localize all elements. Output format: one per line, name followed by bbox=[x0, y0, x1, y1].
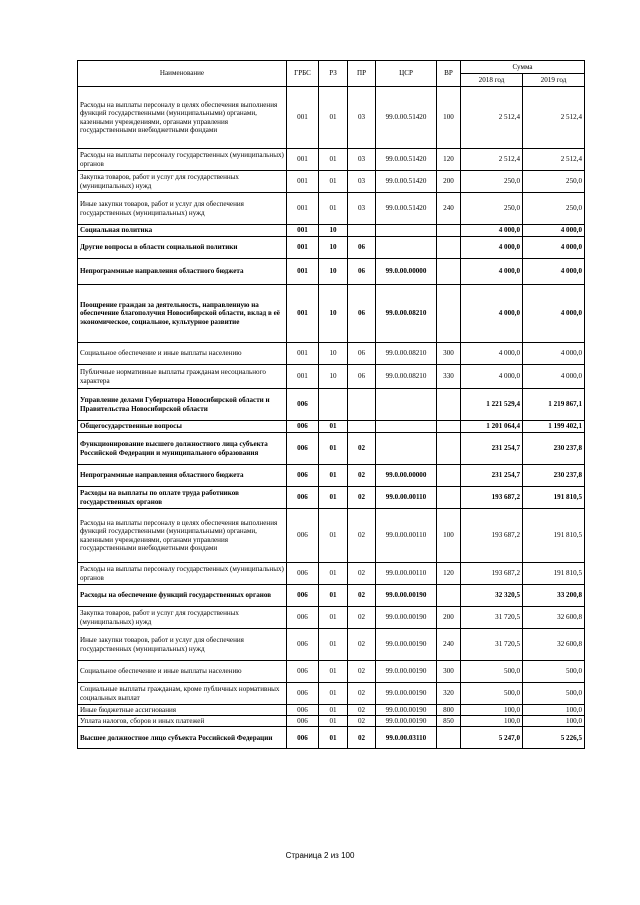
cell-csr: 99.0.00.00190 bbox=[376, 585, 437, 607]
cell-name: Социальная политика bbox=[78, 225, 287, 237]
header-rz: РЗ bbox=[319, 61, 348, 87]
cell-csr: 99.0.00.00190 bbox=[376, 607, 437, 629]
cell-pr: 06 bbox=[348, 237, 376, 259]
cell-pr: 03 bbox=[348, 87, 376, 149]
cell-vr: 320 bbox=[437, 683, 461, 705]
table-row bbox=[78, 193, 585, 225]
cell-pr: 02 bbox=[348, 683, 376, 705]
cell-grbs: 001 bbox=[287, 87, 319, 149]
cell-vr: 200 bbox=[437, 607, 461, 629]
table-body bbox=[78, 87, 585, 749]
cell-rz: 01 bbox=[319, 716, 348, 727]
cell-pr: 02 bbox=[348, 607, 376, 629]
cell-pr bbox=[348, 389, 376, 421]
cell-y2018: 100,0 bbox=[461, 705, 523, 716]
cell-grbs: 006 bbox=[287, 683, 319, 705]
table-row bbox=[78, 389, 585, 421]
table-row bbox=[78, 421, 585, 433]
header-pr: ПР bbox=[348, 61, 376, 87]
table-row bbox=[78, 716, 585, 727]
table-row bbox=[78, 465, 585, 487]
table-row bbox=[78, 683, 585, 705]
cell-grbs: 006 bbox=[287, 629, 319, 661]
cell-y2019: 5 226,5 bbox=[523, 727, 585, 749]
cell-name: Непрограммные направления областного бюджета bbox=[78, 259, 287, 285]
cell-csr bbox=[376, 225, 437, 237]
cell-name: Закупка товаров, работ и услуг для государственных (муниципальных) нужд bbox=[78, 607, 287, 629]
cell-name: Расходы на выплаты персоналу в целях обеспечения выполнения функций государственными (муниципальными) органами, казенными учреждениями, органами управления государственными внебюджетными фондами bbox=[78, 509, 287, 563]
cell-pr: 02 bbox=[348, 509, 376, 563]
cell-grbs: 001 bbox=[287, 149, 319, 171]
cell-csr: 99.0.00.51420 bbox=[376, 193, 437, 225]
cell-y2019: 1 199 402,1 bbox=[523, 421, 585, 433]
cell-rz: 01 bbox=[319, 421, 348, 433]
cell-pr: 02 bbox=[348, 563, 376, 585]
cell-rz: 01 bbox=[319, 727, 348, 749]
cell-pr bbox=[348, 421, 376, 433]
table-row bbox=[78, 727, 585, 749]
cell-pr: 02 bbox=[348, 465, 376, 487]
cell-y2019: 4 000,0 bbox=[523, 225, 585, 237]
cell-vr: 200 bbox=[437, 171, 461, 193]
cell-grbs: 001 bbox=[287, 365, 319, 389]
cell-y2019: 191 810,5 bbox=[523, 509, 585, 563]
cell-y2019: 2 512,4 bbox=[523, 87, 585, 149]
cell-grbs: 006 bbox=[287, 465, 319, 487]
cell-y2018: 31 720,5 bbox=[461, 629, 523, 661]
cell-rz: 01 bbox=[319, 705, 348, 716]
cell-y2019: 33 200,8 bbox=[523, 585, 585, 607]
cell-rz: 10 bbox=[319, 225, 348, 237]
cell-name: Социальные выплаты гражданам, кроме публичных нормативных социальных выплат bbox=[78, 683, 287, 705]
header-csr: ЦСР bbox=[376, 61, 437, 87]
cell-name: Расходы на обеспечение функций государственных органов bbox=[78, 585, 287, 607]
cell-y2019: 230 237,8 bbox=[523, 465, 585, 487]
cell-y2019: 100,0 bbox=[523, 716, 585, 727]
cell-grbs: 001 bbox=[287, 237, 319, 259]
cell-vr bbox=[437, 237, 461, 259]
cell-y2018: 4 000,0 bbox=[461, 225, 523, 237]
cell-csr: 99.0.00.03110 bbox=[376, 727, 437, 749]
cell-csr: 99.0.00.00190 bbox=[376, 661, 437, 683]
cell-y2018: 32 320,5 bbox=[461, 585, 523, 607]
cell-csr: 99.0.00.51420 bbox=[376, 171, 437, 193]
cell-pr: 02 bbox=[348, 705, 376, 716]
cell-csr: 99.0.00.00110 bbox=[376, 487, 437, 509]
cell-vr bbox=[437, 433, 461, 465]
cell-y2018: 193 687,2 bbox=[461, 487, 523, 509]
budget-table bbox=[77, 60, 585, 749]
cell-csr: 99.0.00.00110 bbox=[376, 563, 437, 585]
cell-grbs: 001 bbox=[287, 259, 319, 285]
cell-csr: 99.0.00.08210 bbox=[376, 285, 437, 343]
table-row bbox=[78, 285, 585, 343]
cell-vr: 300 bbox=[437, 661, 461, 683]
table-row bbox=[78, 225, 585, 237]
cell-vr bbox=[437, 225, 461, 237]
cell-rz: 01 bbox=[319, 607, 348, 629]
cell-y2019: 500,0 bbox=[523, 661, 585, 683]
cell-grbs: 006 bbox=[287, 421, 319, 433]
cell-csr: 99.0.00.08210 bbox=[376, 365, 437, 389]
cell-pr: 02 bbox=[348, 727, 376, 749]
cell-grbs: 006 bbox=[287, 661, 319, 683]
cell-y2019: 500,0 bbox=[523, 683, 585, 705]
cell-y2018: 193 687,2 bbox=[461, 509, 523, 563]
table-row bbox=[78, 661, 585, 683]
cell-vr bbox=[437, 487, 461, 509]
cell-y2018: 1 221 529,4 bbox=[461, 389, 523, 421]
table-row bbox=[78, 433, 585, 465]
header-sum: Сумма bbox=[461, 61, 585, 74]
cell-vr: 120 bbox=[437, 149, 461, 171]
cell-name: Публичные нормативные выплаты гражданам несоциального характера bbox=[78, 365, 287, 389]
cell-vr bbox=[437, 585, 461, 607]
cell-y2018: 500,0 bbox=[461, 661, 523, 683]
cell-y2018: 2 512,4 bbox=[461, 149, 523, 171]
cell-vr: 240 bbox=[437, 629, 461, 661]
cell-grbs: 001 bbox=[287, 225, 319, 237]
cell-name: Расходы на выплаты персоналу государственных (муниципальных) органов bbox=[78, 149, 287, 171]
cell-y2018: 4 000,0 bbox=[461, 365, 523, 389]
cell-rz: 01 bbox=[319, 171, 348, 193]
cell-pr: 03 bbox=[348, 171, 376, 193]
cell-rz: 01 bbox=[319, 149, 348, 171]
cell-name: Закупка товаров, работ и услуг для государственных (муниципальных) нужд bbox=[78, 171, 287, 193]
cell-vr bbox=[437, 389, 461, 421]
cell-vr bbox=[437, 285, 461, 343]
cell-name: Другие вопросы в области социальной политики bbox=[78, 237, 287, 259]
cell-grbs: 001 bbox=[287, 343, 319, 365]
cell-name: Социальное обеспечение и иные выплаты населению bbox=[78, 661, 287, 683]
cell-rz: 01 bbox=[319, 563, 348, 585]
cell-y2018: 193 687,2 bbox=[461, 563, 523, 585]
cell-pr: 02 bbox=[348, 661, 376, 683]
cell-y2018: 2 512,4 bbox=[461, 87, 523, 149]
cell-pr: 06 bbox=[348, 343, 376, 365]
cell-y2019: 32 600,8 bbox=[523, 629, 585, 661]
cell-pr: 06 bbox=[348, 365, 376, 389]
cell-grbs: 001 bbox=[287, 193, 319, 225]
cell-vr: 850 bbox=[437, 716, 461, 727]
table-row bbox=[78, 585, 585, 607]
cell-y2019: 32 600,8 bbox=[523, 607, 585, 629]
cell-csr: 99.0.00.00190 bbox=[376, 716, 437, 727]
cell-grbs: 006 bbox=[287, 607, 319, 629]
cell-csr bbox=[376, 237, 437, 259]
cell-name: Иные закупки товаров, работ и услуг для обеспечения государственных (муниципальных) нужд bbox=[78, 629, 287, 661]
cell-name: Общегосударственные вопросы bbox=[78, 421, 287, 433]
cell-vr bbox=[437, 727, 461, 749]
cell-y2019: 191 810,5 bbox=[523, 487, 585, 509]
cell-pr: 02 bbox=[348, 585, 376, 607]
cell-csr: 99.0.00.00190 bbox=[376, 629, 437, 661]
cell-pr: 02 bbox=[348, 487, 376, 509]
cell-csr bbox=[376, 421, 437, 433]
cell-grbs: 001 bbox=[287, 285, 319, 343]
header-grbs: ГРБС bbox=[287, 61, 319, 87]
cell-name: Социальное обеспечение и иные выплаты населению bbox=[78, 343, 287, 365]
cell-y2019: 100,0 bbox=[523, 705, 585, 716]
cell-y2018: 4 000,0 bbox=[461, 237, 523, 259]
cell-y2018: 500,0 bbox=[461, 683, 523, 705]
cell-name: Расходы на выплаты персоналу в целях обеспечения выполнения функций государственными (муниципальными) органами, казенными учреждениями, органами управления государственными внебюджетными фондами bbox=[78, 87, 287, 149]
cell-rz: 01 bbox=[319, 509, 348, 563]
cell-y2018: 31 720,5 bbox=[461, 607, 523, 629]
cell-y2019: 4 000,0 bbox=[523, 365, 585, 389]
cell-y2019: 4 000,0 bbox=[523, 237, 585, 259]
cell-name: Расходы на выплаты персоналу государственных (муниципальных) органов bbox=[78, 563, 287, 585]
table-row bbox=[78, 87, 585, 149]
table-row bbox=[78, 171, 585, 193]
cell-name: Иные бюджетные ассигнования bbox=[78, 705, 287, 716]
cell-vr: 300 bbox=[437, 343, 461, 365]
cell-pr: 02 bbox=[348, 716, 376, 727]
cell-grbs: 006 bbox=[287, 389, 319, 421]
cell-pr: 06 bbox=[348, 285, 376, 343]
cell-y2018: 231 254,7 bbox=[461, 433, 523, 465]
cell-grbs: 006 bbox=[287, 727, 319, 749]
cell-pr: 06 bbox=[348, 259, 376, 285]
header-year-2019: 2019 год bbox=[523, 74, 585, 87]
cell-name: Расходы на выплаты по оплате труда работников государственных органов bbox=[78, 487, 287, 509]
table-row bbox=[78, 607, 585, 629]
cell-pr bbox=[348, 225, 376, 237]
cell-vr: 120 bbox=[437, 563, 461, 585]
cell-name: Иные закупки товаров, работ и услуг для обеспечения государственных (муниципальных) нужд bbox=[78, 193, 287, 225]
cell-vr bbox=[437, 259, 461, 285]
cell-pr: 03 bbox=[348, 193, 376, 225]
cell-y2018: 4 000,0 bbox=[461, 343, 523, 365]
cell-rz: 01 bbox=[319, 87, 348, 149]
cell-csr: 99.0.00.00000 bbox=[376, 259, 437, 285]
cell-grbs: 006 bbox=[287, 585, 319, 607]
cell-vr bbox=[437, 465, 461, 487]
cell-csr: 99.0.00.00190 bbox=[376, 705, 437, 716]
cell-vr: 330 bbox=[437, 365, 461, 389]
cell-csr: 99.0.00.51420 bbox=[376, 149, 437, 171]
cell-csr: 99.0.00.08210 bbox=[376, 343, 437, 365]
cell-rz: 01 bbox=[319, 629, 348, 661]
cell-vr: 800 bbox=[437, 705, 461, 716]
table-row bbox=[78, 509, 585, 563]
cell-y2018: 100,0 bbox=[461, 716, 523, 727]
cell-name: Управление делами Губернатора Новосибирской области и Правительства Новосибирской области bbox=[78, 389, 287, 421]
cell-name: Высшее должностное лицо субъекта Российской Федерации bbox=[78, 727, 287, 749]
cell-y2019: 191 810,5 bbox=[523, 563, 585, 585]
cell-y2018: 231 254,7 bbox=[461, 465, 523, 487]
cell-vr bbox=[437, 421, 461, 433]
table-row bbox=[78, 237, 585, 259]
cell-vr: 100 bbox=[437, 87, 461, 149]
cell-name: Уплата налогов, сборов и иных платежей bbox=[78, 716, 287, 727]
table-row bbox=[78, 705, 585, 716]
cell-grbs: 006 bbox=[287, 563, 319, 585]
cell-csr bbox=[376, 433, 437, 465]
cell-rz: 10 bbox=[319, 237, 348, 259]
cell-csr: 99.0.00.00110 bbox=[376, 509, 437, 563]
cell-grbs: 006 bbox=[287, 509, 319, 563]
cell-y2018: 250,0 bbox=[461, 171, 523, 193]
cell-pr: 02 bbox=[348, 629, 376, 661]
header-vr: ВР bbox=[437, 61, 461, 87]
cell-rz: 01 bbox=[319, 487, 348, 509]
cell-y2019: 2 512,4 bbox=[523, 149, 585, 171]
cell-y2018: 4 000,0 bbox=[461, 285, 523, 343]
cell-y2019: 250,0 bbox=[523, 193, 585, 225]
cell-rz bbox=[319, 389, 348, 421]
cell-y2018: 1 201 064,4 bbox=[461, 421, 523, 433]
cell-y2019: 4 000,0 bbox=[523, 343, 585, 365]
cell-grbs: 006 bbox=[287, 433, 319, 465]
cell-pr: 03 bbox=[348, 149, 376, 171]
cell-rz: 10 bbox=[319, 259, 348, 285]
cell-name: Непрограммные направления областного бюджета bbox=[78, 465, 287, 487]
cell-csr: 99.0.00.00190 bbox=[376, 683, 437, 705]
cell-y2019: 4 000,0 bbox=[523, 259, 585, 285]
cell-csr bbox=[376, 389, 437, 421]
cell-csr: 99.0.00.00000 bbox=[376, 465, 437, 487]
table-row bbox=[78, 343, 585, 365]
cell-rz: 01 bbox=[319, 683, 348, 705]
table-row bbox=[78, 487, 585, 509]
cell-grbs: 001 bbox=[287, 171, 319, 193]
cell-y2018: 4 000,0 bbox=[461, 259, 523, 285]
cell-vr: 100 bbox=[437, 509, 461, 563]
budget-page bbox=[77, 60, 584, 749]
cell-y2018: 250,0 bbox=[461, 193, 523, 225]
cell-rz: 10 bbox=[319, 365, 348, 389]
cell-y2018: 5 247,0 bbox=[461, 727, 523, 749]
header-name: Наименование bbox=[78, 61, 287, 87]
cell-grbs: 006 bbox=[287, 487, 319, 509]
cell-rz: 10 bbox=[319, 343, 348, 365]
cell-rz: 01 bbox=[319, 585, 348, 607]
cell-rz: 01 bbox=[319, 433, 348, 465]
cell-rz: 01 bbox=[319, 661, 348, 683]
cell-y2019: 250,0 bbox=[523, 171, 585, 193]
header-year-2018: 2018 год bbox=[461, 74, 523, 87]
page-number: Страница 2 из 100 bbox=[285, 851, 355, 860]
table-row bbox=[78, 149, 585, 171]
cell-name: Функционирование высшего должностного лица субъекта Российской Федерации и муниципального образования bbox=[78, 433, 287, 465]
cell-pr: 02 bbox=[348, 433, 376, 465]
table-row bbox=[78, 259, 585, 285]
table-row bbox=[78, 563, 585, 585]
cell-rz: 01 bbox=[319, 465, 348, 487]
cell-name: Поощрение граждан за деятельность, направленную на обеспечение благополучия Новосибирской области, вклад в её экономическое, социальное, культурное развитие bbox=[78, 285, 287, 343]
cell-vr: 240 bbox=[437, 193, 461, 225]
cell-y2019: 1 219 867,1 bbox=[523, 389, 585, 421]
table-row bbox=[78, 629, 585, 661]
table-row bbox=[78, 365, 585, 389]
cell-rz: 10 bbox=[319, 285, 348, 343]
cell-csr: 99.0.00.51420 bbox=[376, 87, 437, 149]
cell-y2019: 4 000,0 bbox=[523, 285, 585, 343]
cell-rz: 01 bbox=[319, 193, 348, 225]
cell-grbs: 006 bbox=[287, 705, 319, 716]
cell-y2019: 230 237,8 bbox=[523, 433, 585, 465]
cell-grbs: 006 bbox=[287, 716, 319, 727]
